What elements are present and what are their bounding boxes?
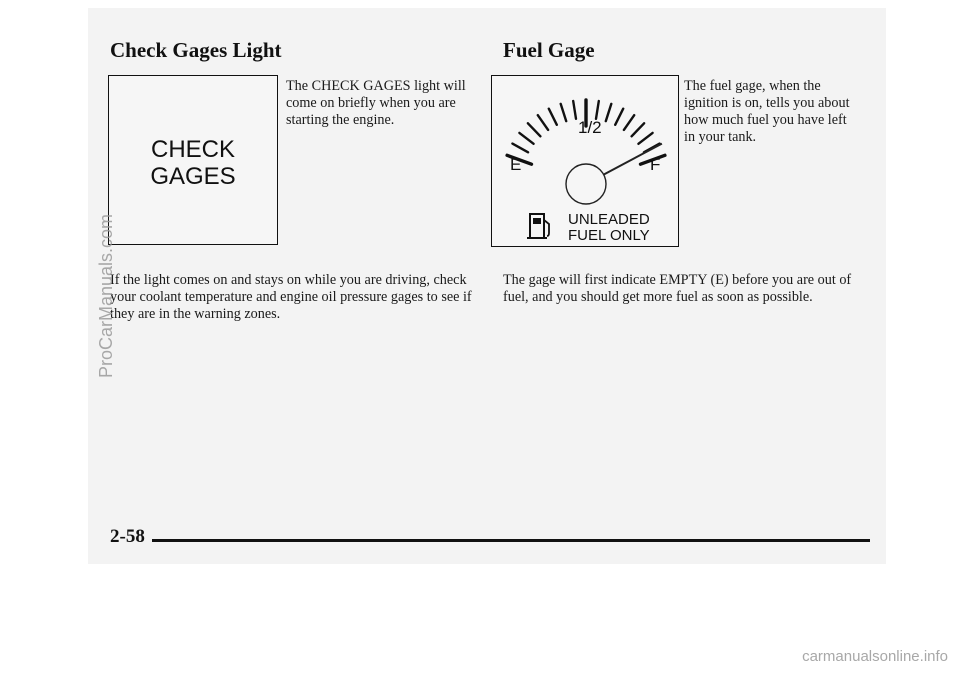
fuel-type-line2: FUEL ONLY <box>568 227 650 244</box>
dial-tick <box>512 144 528 153</box>
dial-full-label: F <box>650 155 661 174</box>
fuel-type-line1: UNLEADED <box>568 211 650 228</box>
check-gages-intro: The CHECK GAGES light will come on briefly when you are starting the engine. <box>286 78 466 128</box>
dial-empty-label: E <box>510 155 522 174</box>
dial-tick <box>596 101 599 119</box>
dial-tick <box>638 133 652 144</box>
fuel-gage-dial <box>491 75 679 247</box>
dial-tick <box>538 115 548 130</box>
dial-tick <box>624 115 634 130</box>
dial-tick <box>632 123 645 136</box>
dial-tick <box>519 133 533 144</box>
fuel-gage-paragraph: The gage will first indicate EMPTY (E) before you are out of fuel, and you should get more fuel as soon as possible. <box>503 272 852 305</box>
page-number: 2-58 <box>110 526 145 547</box>
fuel-pump-icon <box>527 214 549 238</box>
dial-tick <box>549 109 557 125</box>
check-gages-paragraph: If the light comes on and stays on while you are driving, check your coolant temperature and engine oil pressure gages to see if they are in the warning zones. <box>110 272 472 322</box>
dial-tick <box>528 123 541 136</box>
check-gages-indicator-line2: GAGES <box>150 163 236 190</box>
dial-tick <box>573 101 576 119</box>
dial-half-label: 1/2 <box>578 118 602 137</box>
dial-tick <box>615 109 623 125</box>
side-watermark: ProCarManuals.com <box>96 213 116 378</box>
dial-tick <box>561 104 567 121</box>
dial-tick <box>606 104 612 121</box>
check-gages-indicator-line1: CHECK <box>150 136 235 163</box>
fuel-gage-hub <box>566 164 606 204</box>
footer-rule <box>152 539 870 542</box>
fuel-gage-intro: The fuel gage, when the ignition is on, tells you about how much fuel you have left in your tank. <box>684 78 850 145</box>
fuel-gage-heading: Fuel Gage <box>503 38 595 62</box>
site-watermark: carmanualsonline.info <box>802 648 948 665</box>
check-gages-heading: Check Gages Light <box>110 38 282 62</box>
check-gages-indicator <box>108 75 278 245</box>
